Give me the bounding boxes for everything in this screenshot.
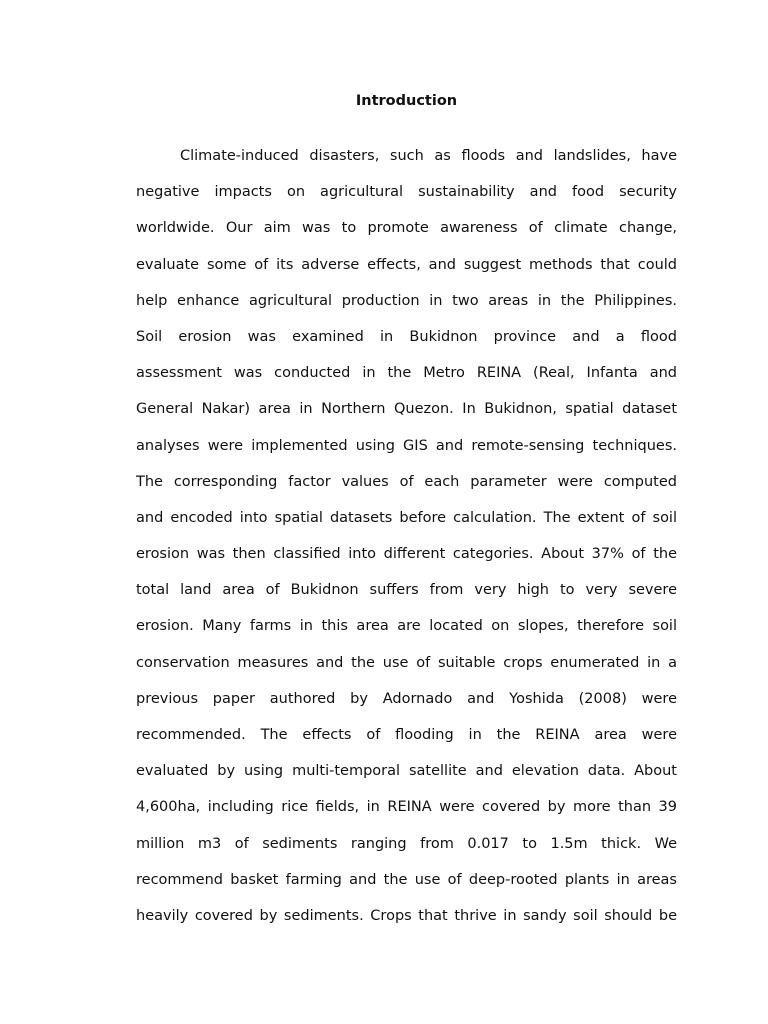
paragraph-line: Soil erosion was examined in Bukidnon province and a flood	[136, 328, 677, 345]
section-heading: Introduction	[355, 93, 458, 109]
paragraph-line: conservation measures and the use of suitable crops enumerated in a	[136, 654, 677, 671]
paragraph-line: recommend basket farming and the use of deep-rooted plants in areas	[136, 871, 677, 888]
introduction-paragraph	[136, 147, 677, 943]
paragraph-line: Climate-induced disasters, such as floods and landslides, have	[180, 148, 677, 164]
paragraph-line: erosion. Many farms in this area are located on slopes, therefore soil	[136, 618, 677, 635]
paragraph-line: total land area of Bukidnon suffers from very high to very severe	[136, 582, 677, 599]
paragraph-line: worldwide. Our aim was to promote awareness of climate change,	[136, 220, 677, 237]
paragraph-line: evaluate some of its adverse effects, and suggest methods that could	[136, 256, 677, 273]
paragraph-line: The corresponding factor values of each parameter were computed	[136, 473, 677, 490]
paragraph-line: help enhance agricultural production in two areas in the Philippines.	[136, 292, 677, 309]
paragraph-line: erosion was then classified into different categories. About 37% of the	[136, 546, 677, 563]
paragraph-line: previous paper authored by Adornado and Yoshida (2008) were	[136, 690, 677, 707]
paragraph-line: assessment was conducted in the Metro REINA (Real, Infanta and	[136, 365, 677, 382]
paragraph-line: General Nakar) area in Northern Quezon. In Bukidnon, spatial dataset	[136, 401, 677, 418]
paragraph-line: recommended. The effects of flooding in the REINA area were	[136, 727, 677, 743]
paragraph-line: heavily covered by sediments. Crops that thrive in sandy soil should be	[136, 907, 677, 924]
paragraph-line: evaluated by using multi-temporal satellite and elevation data. About	[136, 763, 677, 780]
paragraph-line: and encoded into spatial datasets before calculation. The extent of soil	[136, 509, 677, 526]
paragraph-line: negative impacts on agricultural sustainability and food security	[136, 184, 677, 201]
paragraph-line: million m3 of sediments ranging from 0.017 to 1.5m thick. We	[136, 835, 677, 852]
paragraph-line: analyses were implemented using GIS and remote-sensing techniques.	[136, 437, 677, 454]
paragraph-line: 4,600ha, including rice fields, in REINA were covered by more than 39	[136, 799, 677, 816]
